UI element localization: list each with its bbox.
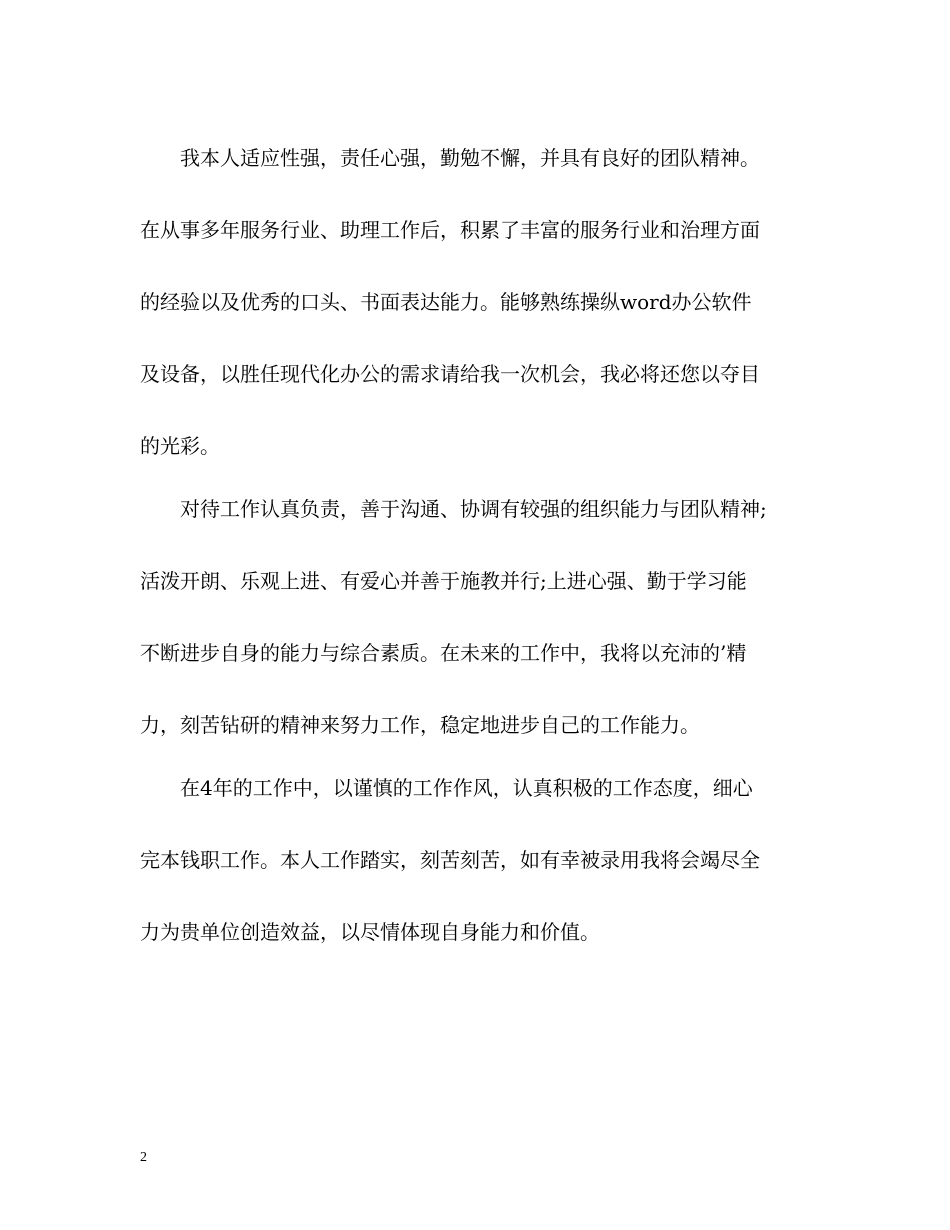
paragraph-2-line-2: 活泼开朗、乐观上进、有爱心并善于施教并行;上进心强、勤于学习能 xyxy=(140,569,747,593)
paragraph-3-line-1: 在4年的工作中，以谨慎的工作作风，认真积极的工作态度，细心 xyxy=(140,776,753,800)
paragraph-2-line-4: 力，刻苦钻研的精神来努力工作，稳定地进步自己的工作能力。 xyxy=(140,713,700,737)
paragraph-2-line-1: 对待工作认真负责，善于沟通、协调有较强的组织能力与团队精神; xyxy=(140,497,767,521)
paragraph-2-line-3: 不断进步自身的能力与综合素质。在未来的工作中，我将以充沛的’精 xyxy=(140,641,747,665)
paragraph-1-line-2: 在从事多年服务行业、助理工作后，积累了丰富的服务行业和治理方面 xyxy=(140,218,760,242)
paragraph-1-line-4: 及设备，以胜任现代化办公的需求请给我一次机会，我必将还您以夺目 xyxy=(140,362,760,386)
paragraph-1-line-3: 的经验以及优秀的口头、书面表达能力。能够熟练操纵word办公软件 xyxy=(140,290,752,314)
paragraph-3-line-3: 力为贵单位创造效益，以尽情体现自身能力和价值。 xyxy=(140,920,600,944)
paragraph-1-line-1: 我本人适应性强，责任心强，勤勉不懈，并具有良好的团队精神。 xyxy=(140,146,760,170)
paragraph-3-line-2: 完本钱职工作。本人工作踏实，刻苦刻苦，如有幸被录用我将会竭尽全 xyxy=(140,848,760,872)
page-number: 2 xyxy=(140,1150,147,1165)
paragraph-1-line-5: 的光彩。 xyxy=(140,434,220,458)
